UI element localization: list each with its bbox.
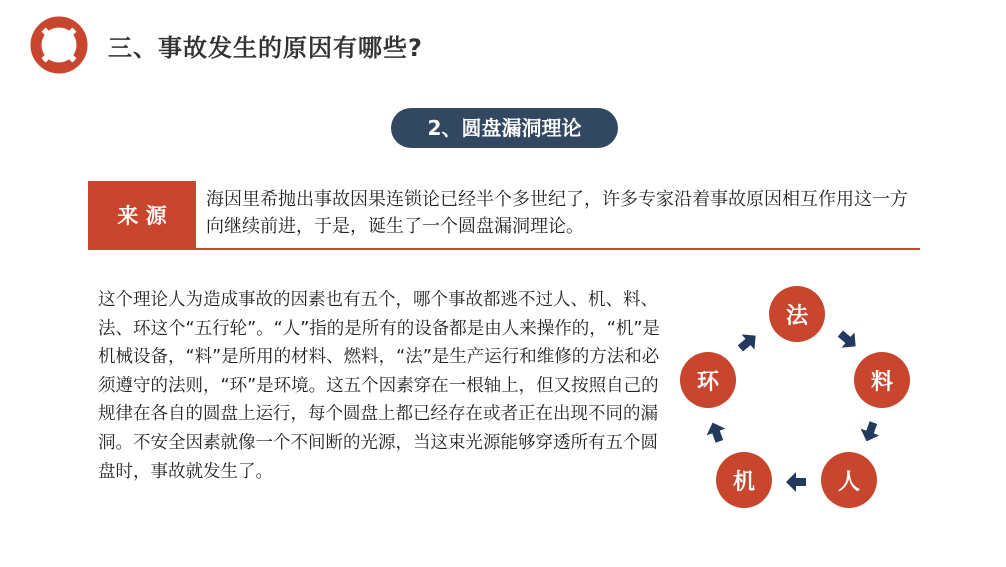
source-text: 海因里希抛出事故因果连锁论已经半个多世纪了，许多专家沿着事故原因相互作用这一方向继续前进，于是，诞生了一个圆盘漏洞理论。 <box>206 189 908 237</box>
arrow-down-left-icon <box>855 417 886 448</box>
arrow-up-right-icon <box>731 325 765 359</box>
cycle-node-method: 法 <box>769 286 825 342</box>
source-label: 来 源 <box>88 181 196 249</box>
lifebuoy-icon <box>30 16 88 74</box>
cycle-node-material: 料 <box>854 352 910 408</box>
body-paragraph: 这个理论人为造成事故的因素也有五个，哪个事故都逃不过人、机、料、法、环这个“五行轮”。“人”指的是所有的设备都是由人来操作的，“机”是机械设备，“料”是所用的材料、燃料，“法”是生产运行和维修的方法和必须遵守的法则，“环”是环境。这五个因素穿在一根轴上，但又按照自己的规律在各自的圆盘上运行，每个圆盘上都已经存在或者正在出现不同的漏洞。不安全因素就像一个不间断的光源，当这束光源能够穿透所有五个圆盘时，事故就发生了。 <box>98 290 660 482</box>
arrow-left-icon <box>784 470 808 494</box>
arrow-right-down-icon <box>831 323 865 357</box>
cycle-node-machine: 机 <box>716 452 772 508</box>
arrow-up-left-icon <box>701 417 732 448</box>
page-title: 三、事故发生的原因有哪些? <box>108 34 423 62</box>
cycle-node-environment: 环 <box>680 352 736 408</box>
source-divider <box>88 248 920 250</box>
cycle-node-man: 人 <box>821 452 877 508</box>
five-factor-cycle-diagram <box>676 284 916 512</box>
section-subtitle: 2、圆盘漏洞理论 <box>391 108 618 148</box>
